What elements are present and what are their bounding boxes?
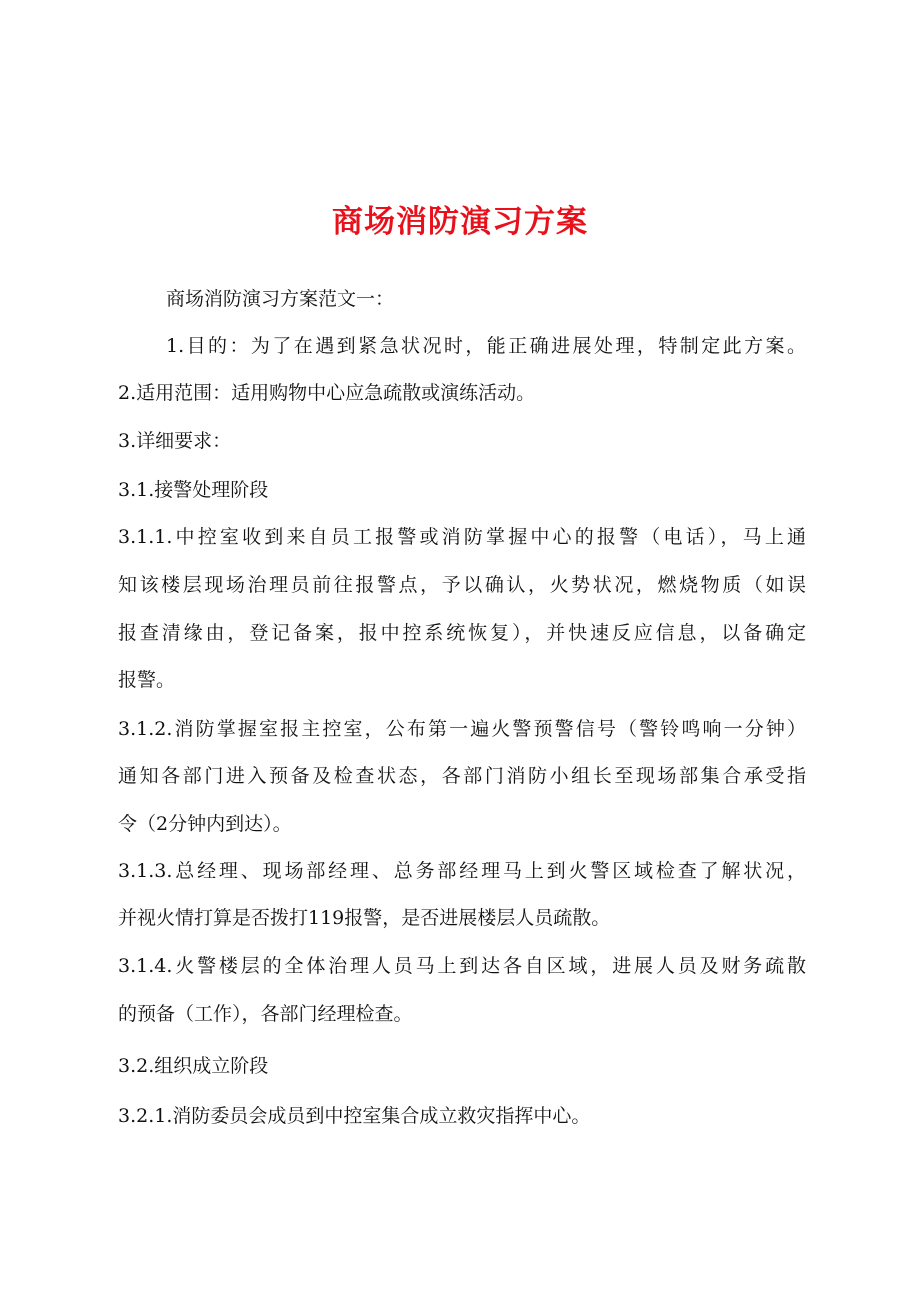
section-heading: 3.1.接警处理阶段 bbox=[118, 479, 269, 501]
paragraph-line: 知该楼层现场治理员前往报警点，予以确认，火势状况，燃烧物质（如误 bbox=[118, 574, 806, 596]
paragraph-line: 2.适用范围：适用购物中心应急疏散或演练活动。 bbox=[118, 382, 536, 404]
paragraph-line: 1.目的：为了在遇到紧急状况时，能正确进展处理，特制定此方案。 bbox=[166, 335, 806, 357]
paragraph-line: 的预备（工作），各部门经理检查。 bbox=[118, 1003, 413, 1025]
paragraph-line: 3.1.4.火警楼层的全体治理人员马上到达各自区域，进展人员及财务疏散 bbox=[118, 955, 806, 977]
paragraph-line: 3.详细要求： bbox=[118, 430, 232, 452]
paragraph-line: 商场消防演习方案范文一： bbox=[166, 288, 395, 310]
document-title: 商场消防演习方案 bbox=[332, 204, 588, 240]
paragraph-line: 报警。 bbox=[118, 669, 176, 691]
section-heading: 3.2.组织成立阶段 bbox=[118, 1055, 269, 1077]
paragraph-line: 并视火情打算是否拨打119报警，是否进展楼层人员疏散。 bbox=[118, 907, 611, 929]
paragraph-line: 3.1.2.消防掌握室报主控室，公布第一遍火警预警信号（警铃鸣响一分钟） bbox=[118, 718, 806, 740]
paragraph-line: 3.2.1.消防委员会成员到中控室集合成立救灾指挥中心。 bbox=[118, 1105, 591, 1127]
paragraph-line: 3.1.3.总经理、现场部经理、总务部经理马上到火警区域检查了解状况， bbox=[118, 860, 806, 882]
paragraph-line: 报查清缘由，登记备案，报中控系统恢复），并快速反应信息，以备确定 bbox=[118, 622, 806, 644]
paragraph-line: 通知各部门进入预备及检查状态，各部门消防小组长至现场部集合承受指 bbox=[118, 765, 806, 787]
paragraph-line: 3.1.1.中控室收到来自员工报警或消防掌握中心的报警（电话），马上通 bbox=[118, 526, 806, 548]
paragraph-line: 令（2分钟内到达）。 bbox=[118, 813, 292, 835]
